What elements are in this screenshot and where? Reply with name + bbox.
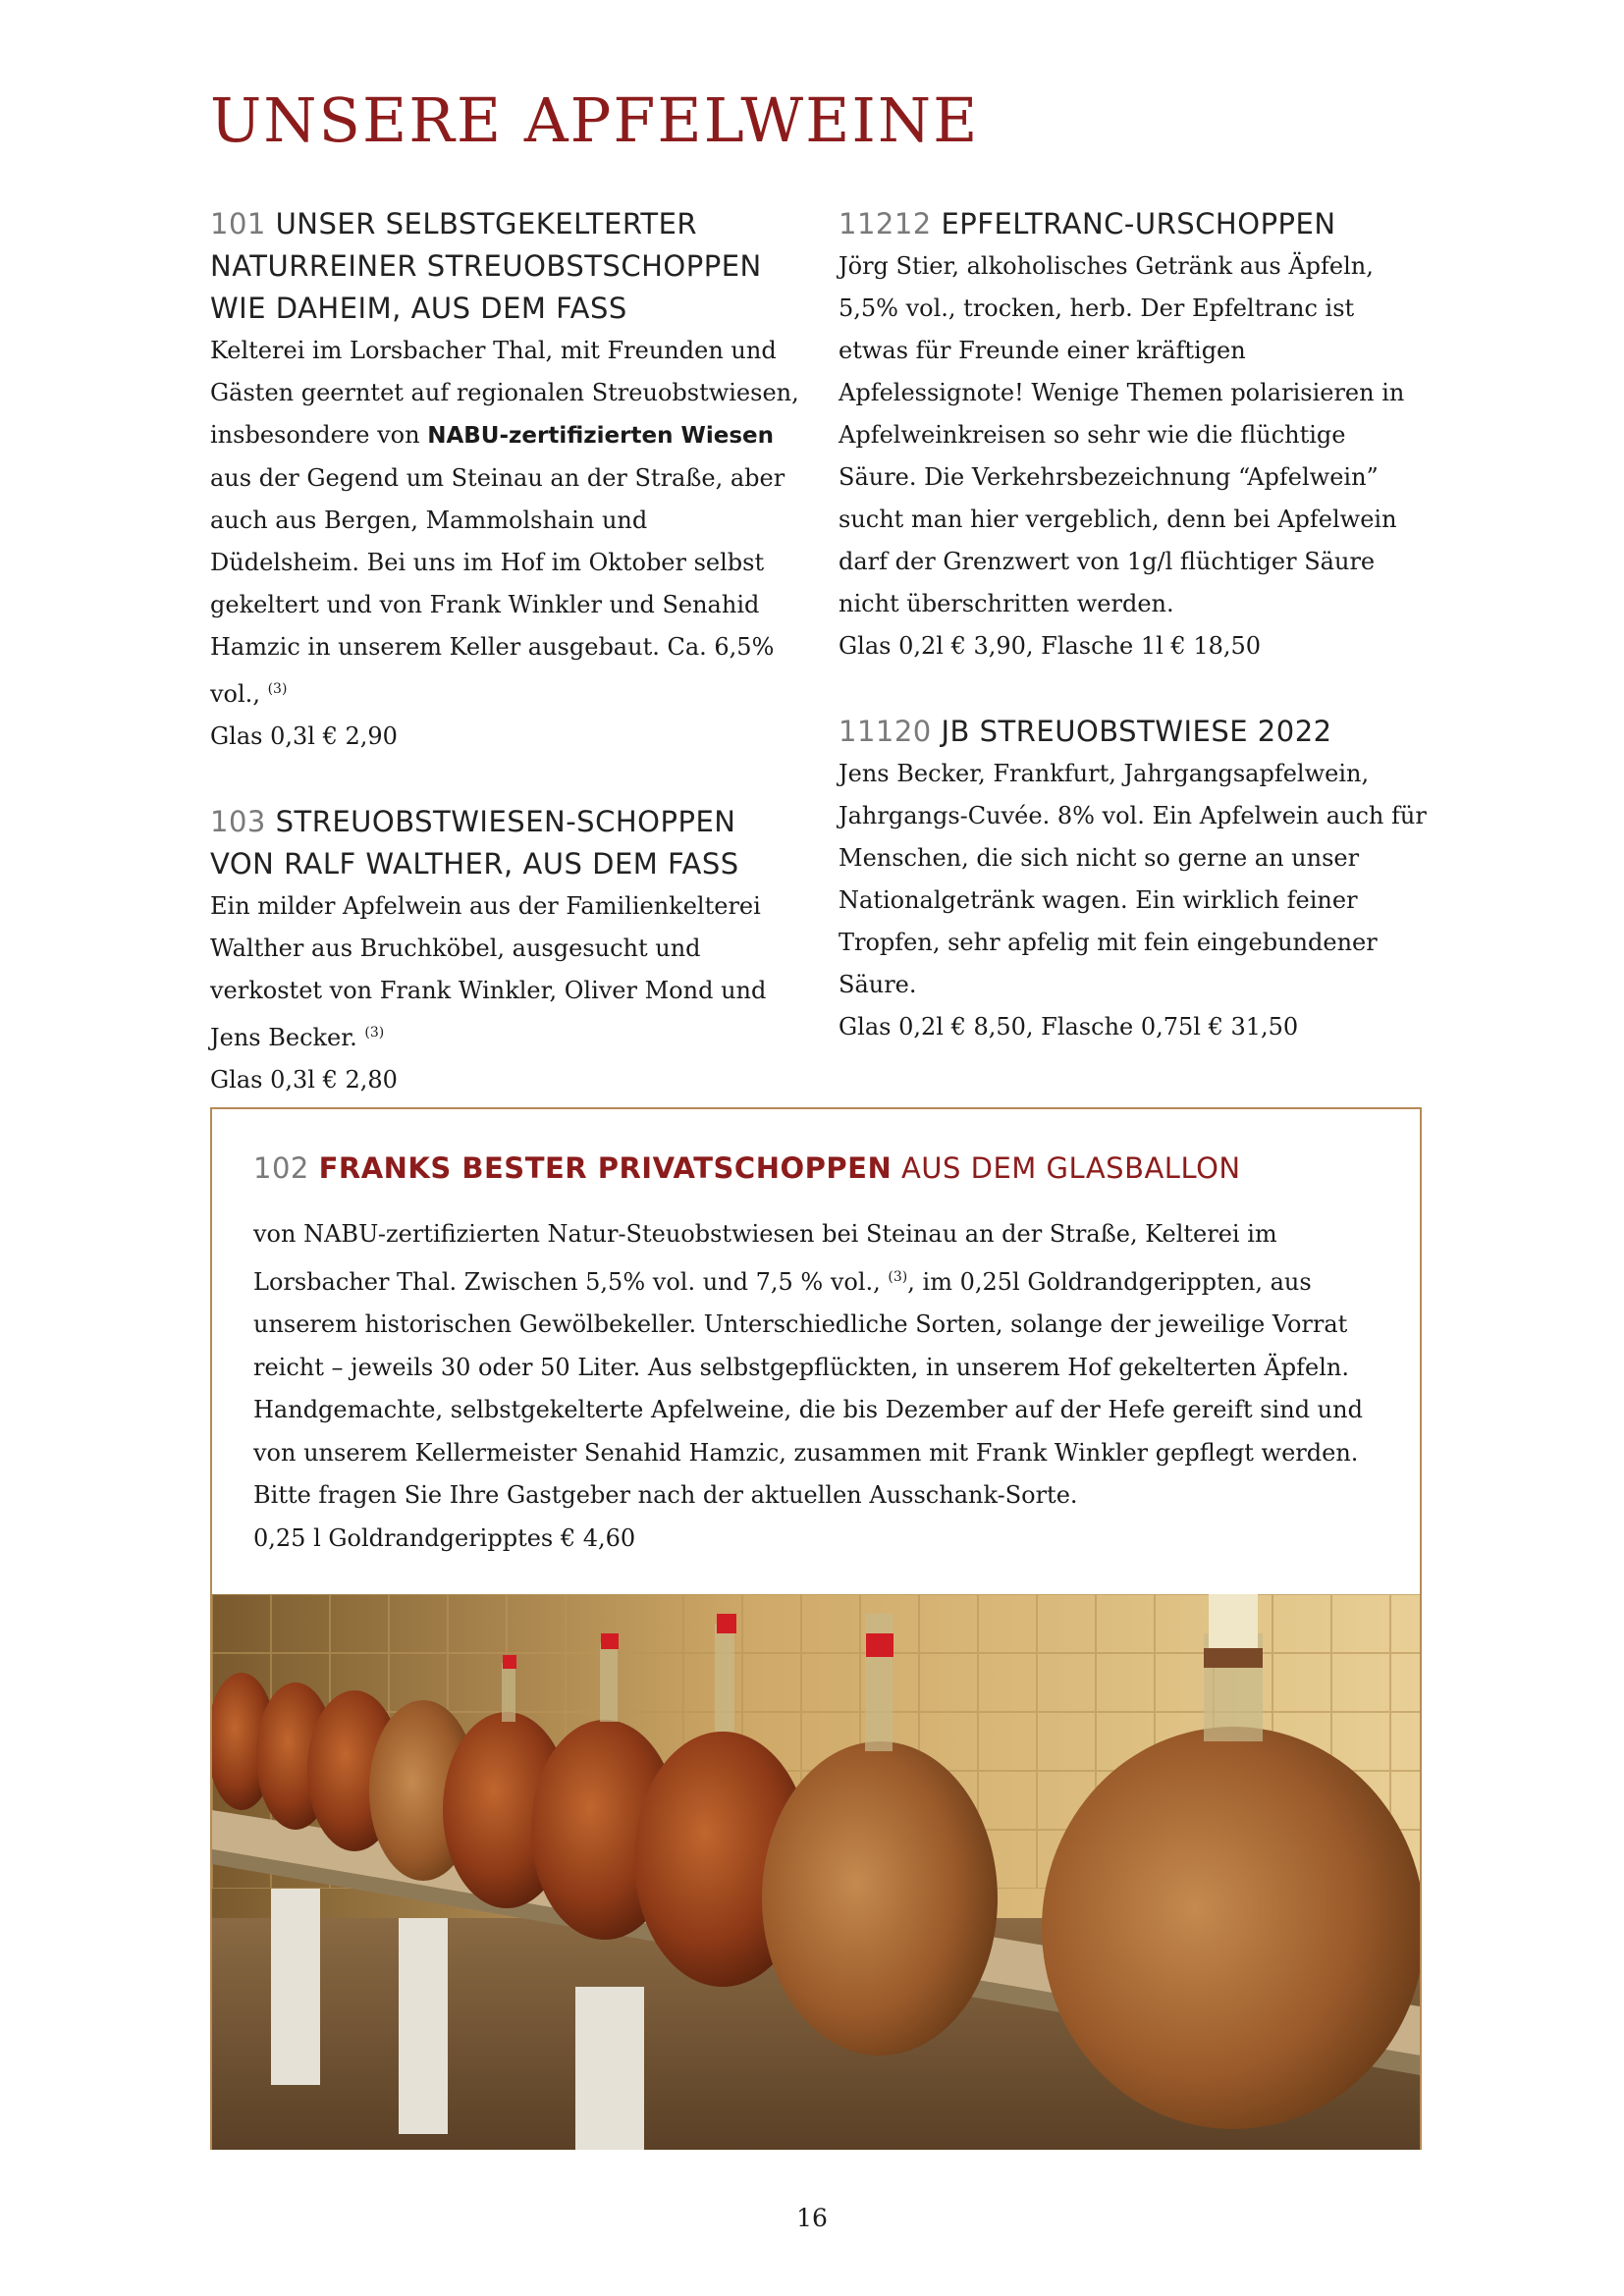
item-price: Glas 0,2l € 8,50, Flasche 0,75l € 31,50 <box>839 1013 1299 1041</box>
item-heading <box>839 203 1428 245</box>
item-heading <box>210 801 799 885</box>
item-number: 102 <box>253 1151 309 1185</box>
menu-item-101 <box>210 203 799 758</box>
item-description <box>210 330 799 716</box>
item-name: JB STREUOBSTWIESE 2022 <box>941 715 1332 748</box>
feature-description <box>253 1213 1382 1560</box>
item-price: Glas 0,3l € 2,80 <box>210 1066 398 1094</box>
description-text: aus der Gegend um Steinau an der Straße, aber auch aus Bergen, Mammolshain und Düdelsheim. Bei uns im Hof im Oktober selbst gekeltert und von Frank Winkler und Senahid Hamzic in unserem Keller ausgebaut. Ca. 6,5% vol., <box>210 464 785 708</box>
right-column <box>839 203 1428 1092</box>
feature-name-bold: FRANKS BESTER PRIVATSCHOPPEN <box>318 1151 893 1185</box>
page-title: UNSERE APFELWEINE <box>210 84 980 156</box>
feature-heading <box>253 1148 1382 1188</box>
item-price: Glas 0,2l € 3,90, Flasche 1l € 18,50 <box>839 632 1262 660</box>
page-number: 16 <box>796 2204 828 2232</box>
item-description: Jörg Stier, alkoholisches Getränk aus Äpfeln, 5,5% vol., trocken, herb. Der Epfeltranc ist etwas für Freunde einer kräftigen Apfelessignote! Wenige Themen polarisieren in Apfelweinkreisen so sehr wie die flüchtige Säure. Die Verkehrsbezeichnung “Apfelwein” sucht man hier vergeblich, denn bei Apfelwein darf der Grenzwert von 1g/l flüchtiger Säure nicht überschritten werden. <box>839 252 1405 617</box>
item-number: 101 <box>210 207 266 240</box>
item-number: 11212 <box>839 207 932 240</box>
item-number: 103 <box>210 805 266 838</box>
item-heading <box>210 203 799 330</box>
item-description <box>210 885 799 1059</box>
item-heading <box>839 711 1428 753</box>
menu-item-11120 <box>839 711 1428 1048</box>
left-column <box>210 203 799 1145</box>
item-name: EPFELTRANC-URSCHOPPEN <box>941 207 1336 240</box>
feature-content <box>253 1148 1382 1560</box>
description-bold: NABU-zertifizierten Wiesen <box>427 423 774 449</box>
footnote-marker: (3) <box>364 1025 385 1041</box>
feature-box <box>210 1107 1422 2150</box>
description-text: Kelterei im Lorsbacher Thal, mit Freunden und Gästen geerntet auf regionalen Streuobstwiesen, insbesondere von <box>210 337 799 449</box>
item-description: Jens Becker, Frankfurt, Jahrgangsapfelwein, Jahrgangs-Cuvée. 8% vol. Ein Apfelwein auch für Menschen, die sich nicht so gerne an unser Nationalgetränk wagen. Ein wirklich feiner Tropfen, sehr apfelig mit fein eingebundener Säure. <box>839 760 1427 998</box>
item-price: 0,25 l Goldrandgeripptes € 4,60 <box>253 1523 636 1552</box>
menu-item-11212 <box>839 203 1428 667</box>
menu-item-103 <box>210 801 799 1101</box>
cellar-photo-illustration <box>212 1594 1420 2150</box>
feature-name-rest: AUS DEM GLASBALLON <box>900 1151 1241 1185</box>
item-number: 11120 <box>839 715 932 748</box>
description-text: , im 0,25l Goldrandgerippten, aus unserem historischen Gewölbekeller. Unterschiedliche Sorten, solange der jeweilige Vorrat reicht – jeweils 30 oder 50 Liter. Aus selbstgepflückten, in unserem Hof gekelterten Äpfeln. Handgemachte, selbstgekelterte Apfelweine, die bis Dezember auf der Hefe gereift sind und von unserem Kellermeister Senahid Hamzic, zusammen mit Frank Winkler gepflegt werden. <box>253 1267 1363 1467</box>
description-text: Bitte fragen Sie Ihre Gastgeber nach der aktuellen Ausschank-Sorte. <box>253 1481 1078 1509</box>
description-text: von NABU-zertifizierten Natur-Steuobstwiesen bei Steinau an der Straße, Kelterei im Lorsbacher Thal. Zwischen 5,5% vol. und 7,5 % vol., <box>253 1220 1277 1296</box>
item-price: Glas 0,3l € 2,90 <box>210 722 398 750</box>
description-text: Ein milder Apfelwein aus der Familienkelterei Walther aus Bruchköbel, ausgesucht und verkostet von Frank Winkler, Oliver Mond und Jens Becker. <box>210 892 767 1051</box>
glass-balloons-photo <box>212 1594 1420 2150</box>
footnote-marker: (3) <box>267 681 288 697</box>
item-name: UNSER SELBSTGEKELTERTER NATURREINER STREUOBSTSCHOPPEN WIE DAHEIM, AUS DEM FASS <box>210 207 762 325</box>
item-name: STREUOBSTWIESEN-SCHOPPEN VON RALF WALTHER, AUS DEM FASS <box>210 805 739 881</box>
footnote-marker: (3) <box>888 1268 908 1285</box>
